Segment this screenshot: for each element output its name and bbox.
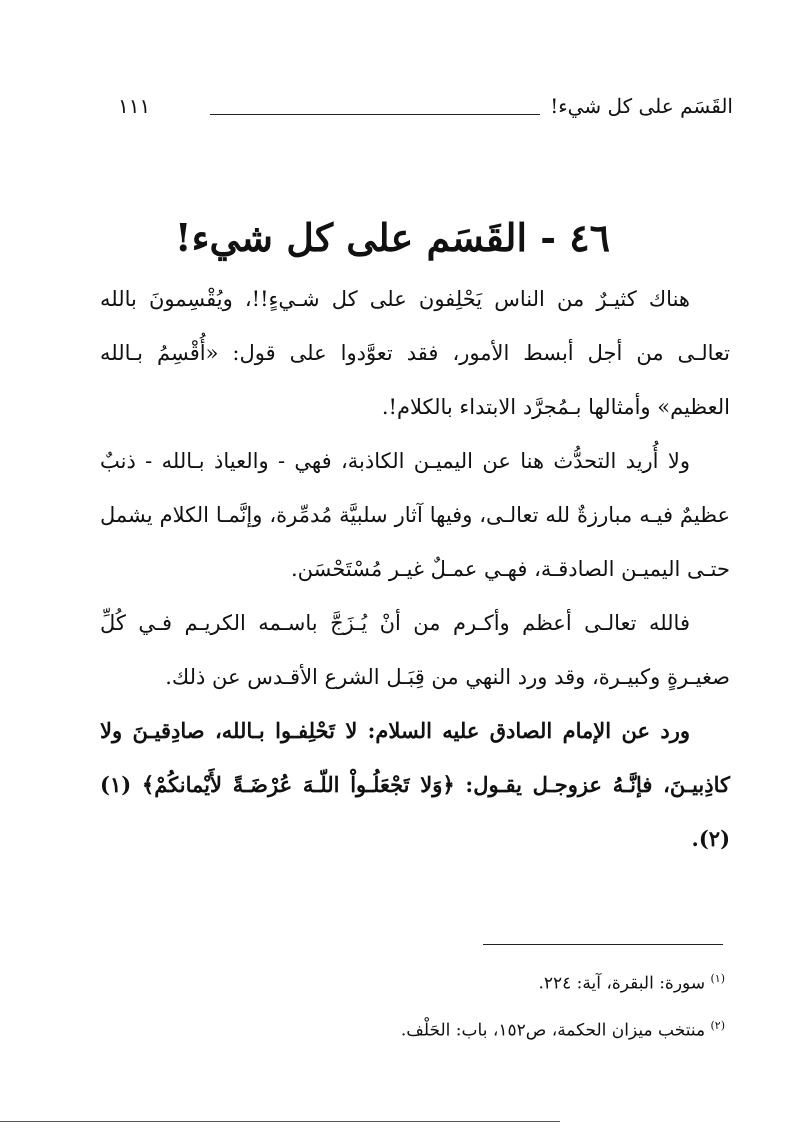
- footnote-separator: [483, 944, 723, 945]
- footnotes: [100, 958, 725, 1051]
- footnote-1-marker: (١): [710, 972, 725, 985]
- paragraph-4-hadith: ورد عن الإمام الصادق عليه السلام: لا تَحْلِفـوا بـالله، صادِقيـنَ ولا كاذِبيـنَ، فإنَّـهُ عزوجـل يقـول: ﴿وَلا تَجْعَلُـواْ اللّـهَ عُرْضَـةً لأَيْمانكُمْ﴾ (١) (٢).: [100, 718, 730, 851]
- page-number: ١١١: [118, 94, 151, 118]
- footnote-1-text: سورة: البقرة، آية: ٢٢٤.: [538, 973, 706, 994]
- paragraph-3: فالله تعالـى أعظم وأكـرم من أنْ يُـزَجَّ باسـمه الكريـم فـي كُلِّ صغيـرةٍ وكبيـرة، وقد ورد النهي من قِبَـل الشرع الأقـدس عن ذلك.: [100, 611, 730, 689]
- paragraph-2: ولا أُريد التحدُّث هنا عن اليميـن الكاذبة، فهي - والعياذ بـالله - ذنبٌ عظيمٌ فيـه مبارزةٌ لله تعالـى، وفيها آثار سلبيَّة مُدمِّرة، وإنَّمـا الكلام يشمل حتـى اليميـن الصادقـة، فهـي عمـلٌ غيـر مُسْتَحْسَن.: [100, 449, 730, 581]
- paragraph-1: هناك كثيـرٌ من الناس يَحْلِفون على كل شـيءٍ!!، ويُقْسِمونَ بالله تعالـى من أجل أبسط الأمور، فقد تعوَّدوا على قول: «أُقْسِمُ بـالله العظيم» وأمثالها بـمُجرَّد الابتداء بالكلام!.: [100, 287, 730, 419]
- chapter-title: ٤٦ - القَسَم على كل شيء!: [174, 215, 611, 261]
- footnote-2: [100, 1005, 725, 1052]
- page-bottom-edge: [0, 1121, 560, 1122]
- running-title: القَسَم على كل شيء!: [550, 94, 733, 118]
- body-text: [100, 272, 730, 866]
- running-header: [118, 88, 733, 124]
- header-rule: [210, 114, 540, 115]
- footnote-2-marker: (٢): [710, 1018, 725, 1032]
- footnote-1: [100, 958, 725, 1005]
- footnote-2-text: منتخب ميزان الحكمة، ص١٥٢، باب: الحَلْف.: [400, 1020, 706, 1041]
